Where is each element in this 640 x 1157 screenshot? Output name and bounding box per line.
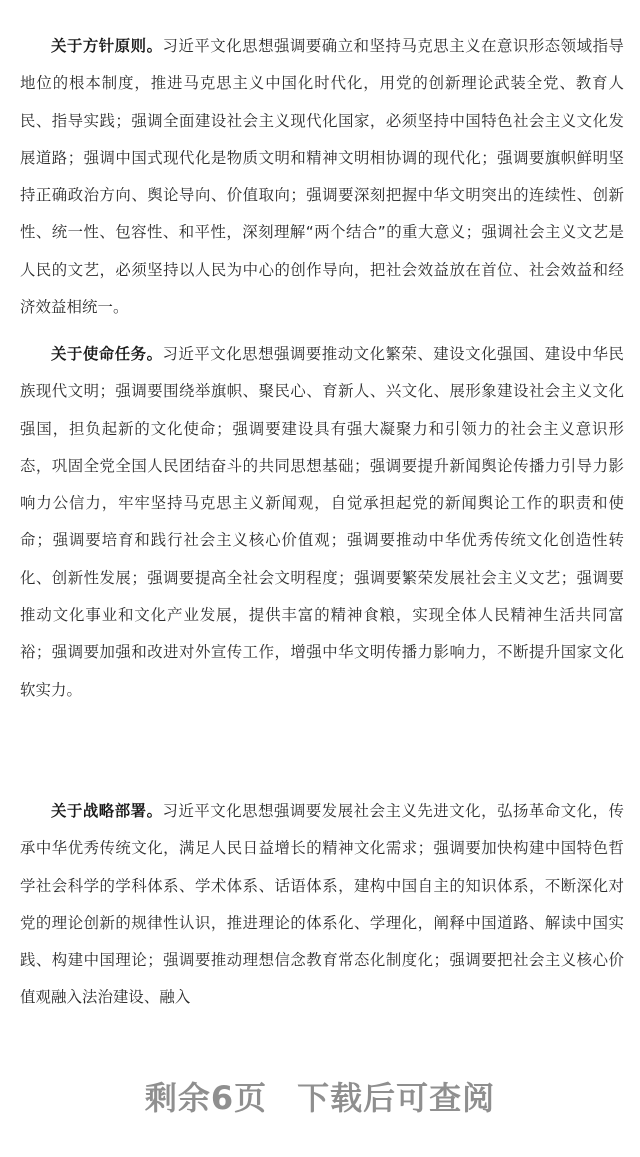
paragraph-heading: 关于方针原则。 <box>51 37 163 55</box>
paragraph-strategic-deployment <box>20 793 624 1017</box>
download-prompt[interactable] <box>0 1078 640 1118</box>
paragraph-mission-tasks <box>20 336 624 709</box>
paragraph-heading: 关于使命任务。 <box>51 345 163 363</box>
paragraph-body: 习近平文化思想强调要发展社会主义先进文化，弘扬革命文化，传承中华优秀传统文化，满足人民日益增长的精神文化需求；强调要加快构建中国特色哲学社会科学的学科体系、学术体系、话语体系，建构中国自主的知识体系，不断深化对党的理论创新的规律性认识，推进理论的体系化、学理化，阐释中国道路、解读中国实践、构建中国理论；强调要推动理想信念教育常态化制度化；强调要把社会主义核心价值观融入法治建设、融入 <box>20 802 625 1007</box>
paragraph-body: 习近平文化思想强调要确立和坚持马克思主义在意识形态领域指导地位的根本制度，推进马克思主义中国化时代化，用党的创新理论武装全党、教育人民、指导实践；强调全面建设社会主义现代化国家，必须坚持中国特色社会主义文化发展道路；强调中国式现代化是物质文明和精神文明相协调的现代化；强调要旗帜鲜明坚持正确政治方向、舆论导向、价值取向；强调要深刻把握中华文明突出的连续性、创新性、统一性、包容性、和平性，深刻理解“两个结合”的重大意义；强调社会主义文艺是人民的文艺，必须坚持以人民为中心的创作导向，把社会效益放在首位、社会效益和经济效益相统一。 <box>20 37 625 317</box>
paragraph-heading: 关于战略部署。 <box>51 802 163 820</box>
download-to-view-text[interactable]: 下载后可查阅 <box>297 1079 496 1117</box>
paragraph-body: 习近平文化思想强调要推动文化繁荣、建设文化强国、建设中华民族现代文明；强调要围绕举旗帜、聚民心、育新人、兴文化、展形象建设社会主义文化强国，担负起新的文化使命；强调要建设具有强大凝聚力和引领力的社会主义意识形态，巩固全党全国人民团结奋斗的共同思想基础；强调要提升新闻舆论传播力引导力影响力公信力，牢牢坚持马克思主义新闻观，自觉承担起党的新闻舆论工作的职责和使命；强调要培育和践行社会主义核心价值观；强调要推动中华优秀传统文化创造性转化、创新性发展；强调要提高全社会文明程度；强调要繁荣发展社会主义文艺；强调要推动文化事业和文化产业发展，提供丰富的精神食粮，实现全体人民精神生活共同富裕；强调要加强和改进对外宣传工作，增强中华文明传播力影响力，不断提升国家文化软实力。 <box>20 345 625 699</box>
paragraph-guiding-principles <box>20 28 624 326</box>
remaining-pages-text[interactable]: 剩余6页 <box>144 1079 268 1117</box>
